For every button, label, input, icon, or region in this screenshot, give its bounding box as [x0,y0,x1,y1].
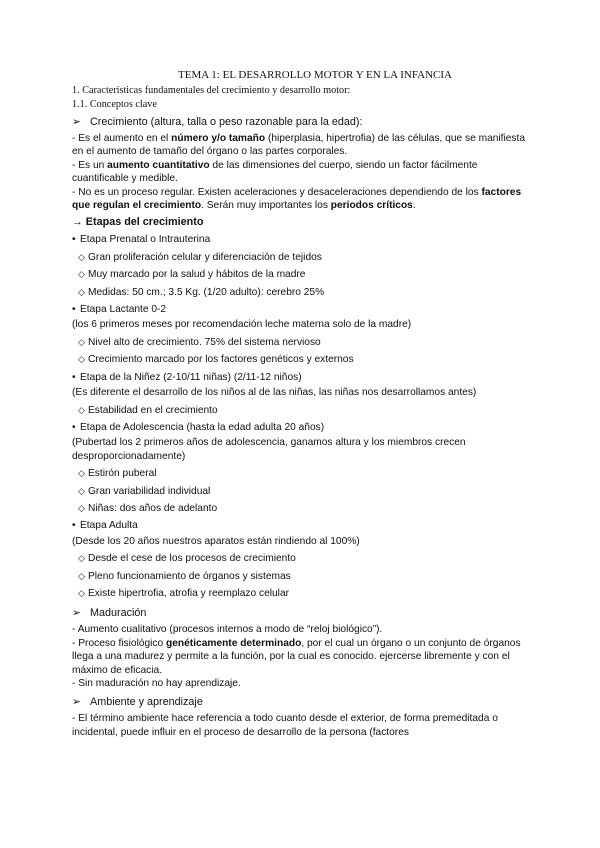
maduracion-heading [72,606,532,620]
diamond-icon: ◇ [78,468,85,479]
list-item [78,502,532,515]
bullet-icon: • [72,234,76,246]
list-item-text: Niñas: dos años de adelanto [88,502,218,514]
etapa-label: Etapa Prenatal o Intrauterina [80,234,211,246]
list-item-text: Muy marcado por la salud y hábitos de la madre [88,269,306,281]
list-item [78,286,532,299]
dash-icon: ‑ [72,133,76,144]
dash-icon: ‑ [72,637,76,649]
bullet-icon: • [72,304,76,316]
list-item [78,552,532,565]
dash-icon: ‑ [72,678,76,689]
etapa-adolescencia [72,421,532,434]
list-item [78,467,532,480]
diamond-icon: ◇ [78,404,85,415]
list-item-text: Desde el cese de los procesos de crecimiento [88,553,296,565]
bold-run: número y/o tamaño [171,133,266,144]
bold-run: genéticamente determinado [166,637,302,649]
etapa-note: (los 6 primeros meses por recomendación leche materna solo de la madre) [72,319,412,331]
list-item [78,251,532,264]
crecimiento-paragraph-2 [72,159,532,186]
list-item [78,353,532,366]
list-item-text: Gran proliferación celular y diferenciación de tejidos [88,251,322,263]
bold-run: aumento cuantitativo [107,159,210,171]
etapa-label: Etapa de la Niñez (2-10/11 niñas) (2/11-12 niños) [80,371,302,383]
etapas-heading [72,215,532,229]
etapa-note: (Es diferente el desarrollo de los niños al de las niñas, las niñas nos desarrollamos antes) [72,387,477,399]
arrow-bullet-icon: ➢ [72,696,82,709]
bullet-icon: • [72,371,76,383]
text-run: Es un [78,159,108,171]
text-run: El término ambiente hace referencia a todo cuanto desde el exterior, de forma premeditada o incidental, puede influir en el proceso de desarrollo de la persona (factores [72,713,498,738]
list-item-text: Gran variabilidad individual [88,485,211,497]
ambiente-paragraph-1 [72,712,532,739]
etapa-prenatal [72,233,532,246]
dash-icon: ‑ [72,713,76,725]
list-item-text: Nivel alto de crecimiento. 75% del sistema nervioso [88,336,321,348]
list-item [78,587,532,600]
bold-run: factores que regulan el crecimiento [72,186,522,212]
ambiente-heading [72,695,532,709]
dash-icon: ‑ [72,624,76,636]
list-item-text: Crecimiento marcado por los factores genéticos y externos [88,354,354,366]
text-run: (hiperplasia, hipertrofia) de las células, que se manifiesta en el aumento de tamaño del órgano o las partes corporales. [72,133,526,158]
ambiente-heading-text: Ambiente y aprendizaje [90,696,203,709]
diamond-icon: ◇ [78,336,85,347]
diamond-icon: ◇ [78,553,85,564]
document-page [72,68,532,739]
maduracion-paragraph-1 [72,623,532,636]
list-item-text: Estabilidad en el crecimiento [88,404,218,416]
dash-icon: ‑ [72,159,76,171]
diamond-icon: ◇ [78,269,85,280]
list-item [78,404,532,417]
crecimiento-paragraph-3 [72,186,532,213]
etapa-label: Etapa de Adolescencia (hasta la edad adulta 20 años) [80,421,325,433]
bullet-icon: • [72,520,76,532]
right-arrow-icon: → [72,216,83,229]
etapas-heading-text: Etapas del crecimiento [85,216,204,229]
maduracion-paragraph-2 [72,637,532,677]
crecimiento-heading [72,115,532,129]
document-title: TEMA 1: EL DESARROLLO MOTOR Y EN LA INFANCIA [178,69,452,81]
dash-icon: ‑ [72,186,76,198]
diamond-icon: ◇ [78,251,85,262]
arrow-bullet-icon: ➢ [72,607,82,620]
diamond-icon: ◇ [78,570,85,581]
text-run: , por el cual un órgano o un conjunto de órganos llega a una madurez y permite a la función, por la cual es conocido. ejercerse libremente y con el máximo de eficacia. [72,637,521,676]
etapa-note: (Desde los 20 años nuestros aparatos están rindiendo al 100%) [72,535,360,547]
etapa-lactante [72,303,532,316]
text-run: . Serán muy importantes los [201,200,331,212]
text-run: Sin maduración no hay aprendizaje. [78,678,241,689]
crecimiento-heading-text: Crecimiento (altura, talla o peso razonable para la edad): [90,116,363,128]
text-run: Es el aumento en el [78,133,172,144]
list-item-text: Existe hipertrofia, atrofia y reemplazo celular [88,587,290,599]
maduracion-heading-text: Maduración [90,607,147,620]
text-run: . [412,200,416,212]
etapa-label: Etapa Adulta [80,520,138,532]
text-run: Aumento cualitativo (procesos internos a modo de “reloj biológico”). [77,624,383,636]
etapa-label: Etapa Lactante 0-2 [80,304,167,316]
text-run: Proceso fisiológico [78,637,167,649]
maduracion-paragraph-3 [72,677,532,690]
etapa-note: (Pubertad los 2 primeros años de adolescencia, ganamos altura y los miembros crecen desproporcionadamente) [72,437,466,462]
list-item [78,485,532,498]
list-item-text: Medidas: 50 cm.; 3.5 Kg. (1/20 adulto): cerebro 25% [88,286,325,298]
arrow-bullet-icon: ➢ [72,116,82,128]
crecimiento-paragraph-1 [72,132,532,159]
list-item [78,336,532,349]
bullet-icon: • [72,421,76,433]
list-item-text: Pleno funcionamiento de órganos y sistemas [88,570,291,582]
heading-1-1: 1.1. Conceptos clave [72,99,157,110]
text-run: de las dimensiones del cuerpo, siendo un factor fácilmente cuantificable y medible. [72,159,478,185]
text-run: No es un proceso regular. Existen aceleraciones y desaceleraciones dependiendo de los [78,186,482,198]
heading-1: 1. Características fundamentales del crecimiento y desarrollo motor: [72,85,351,96]
list-item-text: Estirón puberal [88,468,157,480]
diamond-icon: ◇ [78,286,85,297]
diamond-icon: ◇ [78,354,85,365]
list-item [78,268,532,281]
bold-run: periodos críticos [330,200,413,212]
etapa-adulta [72,519,532,532]
etapa-ninez [72,371,532,384]
diamond-icon: ◇ [78,502,85,513]
diamond-icon: ◇ [78,587,85,598]
list-item [78,570,532,583]
diamond-icon: ◇ [78,485,85,496]
